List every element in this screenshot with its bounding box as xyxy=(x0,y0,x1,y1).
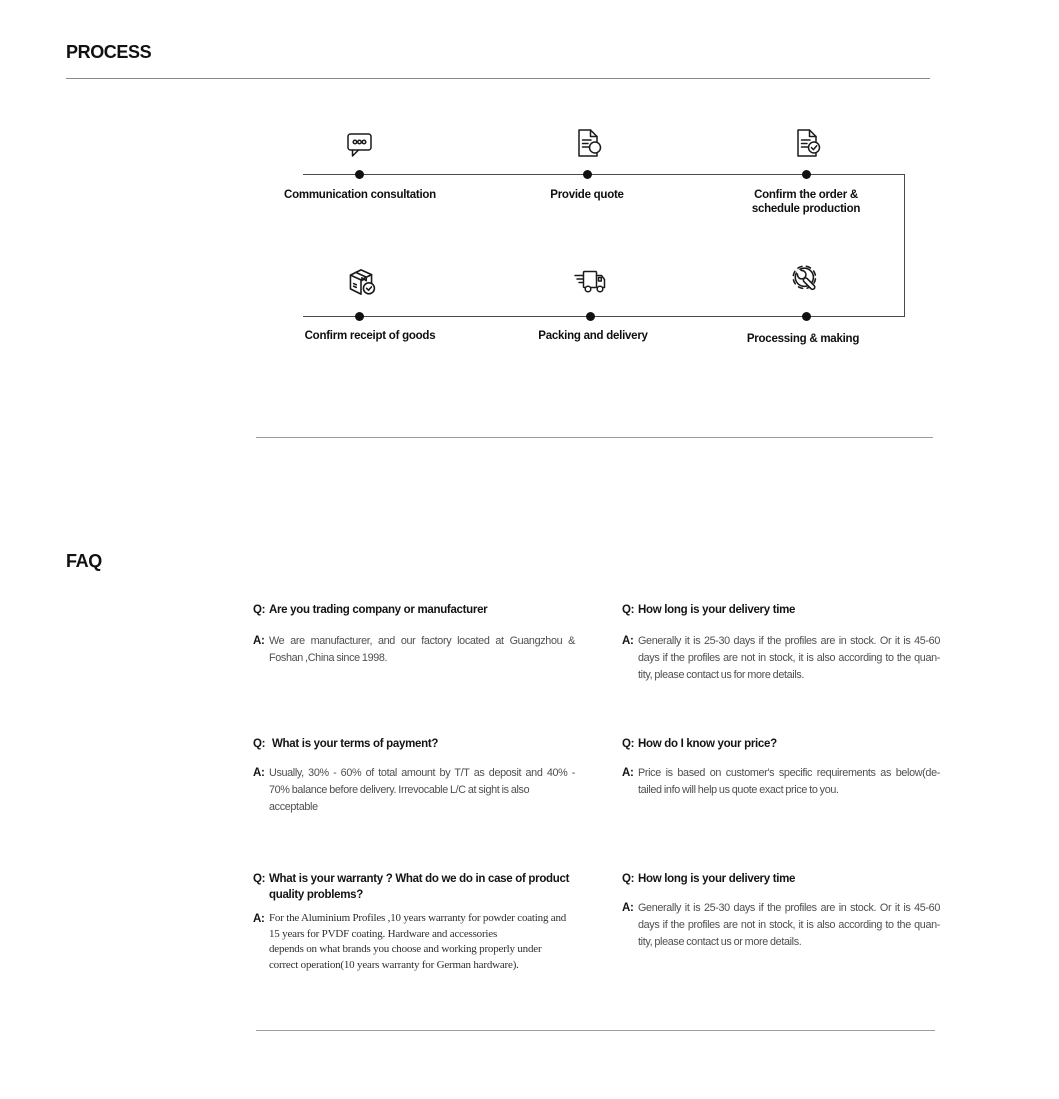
a-label: A: xyxy=(622,635,634,647)
faq-item xyxy=(622,871,940,951)
q-label: Q: xyxy=(253,873,266,885)
faq-bottom-divider xyxy=(256,1030,935,1031)
faq-answer xyxy=(622,900,940,951)
process-title: PROCESS xyxy=(66,42,152,62)
faq-answer xyxy=(622,765,940,799)
q-label: Q: xyxy=(253,604,266,616)
faq-question xyxy=(622,602,940,618)
question-text: What is your terms of payment? xyxy=(272,738,439,750)
step-label: Communication consultation xyxy=(284,189,436,201)
step-label: Provide quote xyxy=(550,189,624,201)
faq-item xyxy=(253,602,575,667)
gear-wrench-icon xyxy=(788,262,826,300)
a-label: A: xyxy=(253,913,265,925)
delivery-truck-icon xyxy=(572,264,608,300)
step-label: Confirm the order & schedule production xyxy=(751,189,861,215)
answer-text: Price is based on customer's specific requirements as below(de- tailed info will help us quote exact price to you. xyxy=(638,767,940,796)
q-label: Q: xyxy=(622,873,635,885)
q-label: Q: xyxy=(253,738,266,750)
faq-item xyxy=(622,602,940,684)
package-received-check-icon xyxy=(342,263,380,301)
faq-item xyxy=(253,736,575,816)
answer-text: For the Aluminium Profiles ,10 years warranty for powder coating and 15 years for PVDF coating. Hardware and accessories depends on what brands you choose and working properly under correct operation(10 years warranty for German hardware). xyxy=(269,912,567,971)
step-label: Packing and delivery xyxy=(538,330,648,342)
q-label: Q: xyxy=(622,604,635,616)
faq-answer xyxy=(253,911,575,973)
answer-text: Usually, 30% - 60% of total amount by T/T as deposit and 40% - 70% balance before delivery. Irrevocable L/C at sight is also acceptable xyxy=(269,767,575,813)
flow-dot xyxy=(355,312,364,321)
chat-bubble-icon xyxy=(342,127,378,163)
flow-dot xyxy=(586,312,595,321)
process-bottom-divider xyxy=(256,437,933,438)
question-text: How long is your delivery time xyxy=(638,604,796,616)
question-text: How long is your delivery time xyxy=(638,873,796,885)
question-text: What is your warranty ? What do we do in case of product quality problems? xyxy=(269,873,570,901)
faq-title: FAQ xyxy=(66,551,102,571)
faq-item xyxy=(622,736,940,799)
process-title-divider xyxy=(66,78,930,79)
faq-question xyxy=(622,871,940,887)
a-label: A: xyxy=(253,635,265,647)
answer-text: Generally it is 25-30 days if the profiles are in stock. Or it is 45-60 days if the profiles are not in stock, it is also according to the quan- tity, please contact us or more details. xyxy=(638,902,940,948)
flow-dot xyxy=(802,312,811,321)
flow-line-row1 xyxy=(303,174,905,175)
a-label: A: xyxy=(622,767,634,779)
order-confirm-document-check-icon xyxy=(789,126,825,162)
q-label: Q: xyxy=(622,738,635,750)
faq-question xyxy=(622,736,940,752)
flow-dot xyxy=(802,170,811,179)
faq-question xyxy=(253,602,575,618)
quote-document-dollar-icon xyxy=(570,126,606,162)
a-label: A: xyxy=(622,902,634,914)
faq-answer xyxy=(253,633,575,667)
question-text: Are you trading company or manufacturer xyxy=(269,604,488,616)
question-text: How do I know your price? xyxy=(638,738,777,750)
answer-text: We are manufacturer, and our factory located at Guangzhou & Foshan ,China since 1998. xyxy=(269,635,575,664)
step-label: Confirm receipt of goods xyxy=(304,330,436,342)
faq-question xyxy=(253,736,575,752)
answer-text: Generally it is 25-30 days if the profiles are in stock. Or it is 45-60 days if the profiles are not in stock, it is also according to the quan- tity, please contact us for more details. xyxy=(638,635,940,681)
step-label: Processing & making xyxy=(746,333,860,345)
faq-answer xyxy=(622,633,940,684)
a-label: A: xyxy=(253,767,265,779)
faq-question xyxy=(253,871,575,903)
faq-item xyxy=(253,871,575,973)
flow-line-row2 xyxy=(303,316,905,317)
flow-dot xyxy=(583,170,592,179)
flow-dot xyxy=(355,170,364,179)
faq-answer xyxy=(253,765,575,816)
